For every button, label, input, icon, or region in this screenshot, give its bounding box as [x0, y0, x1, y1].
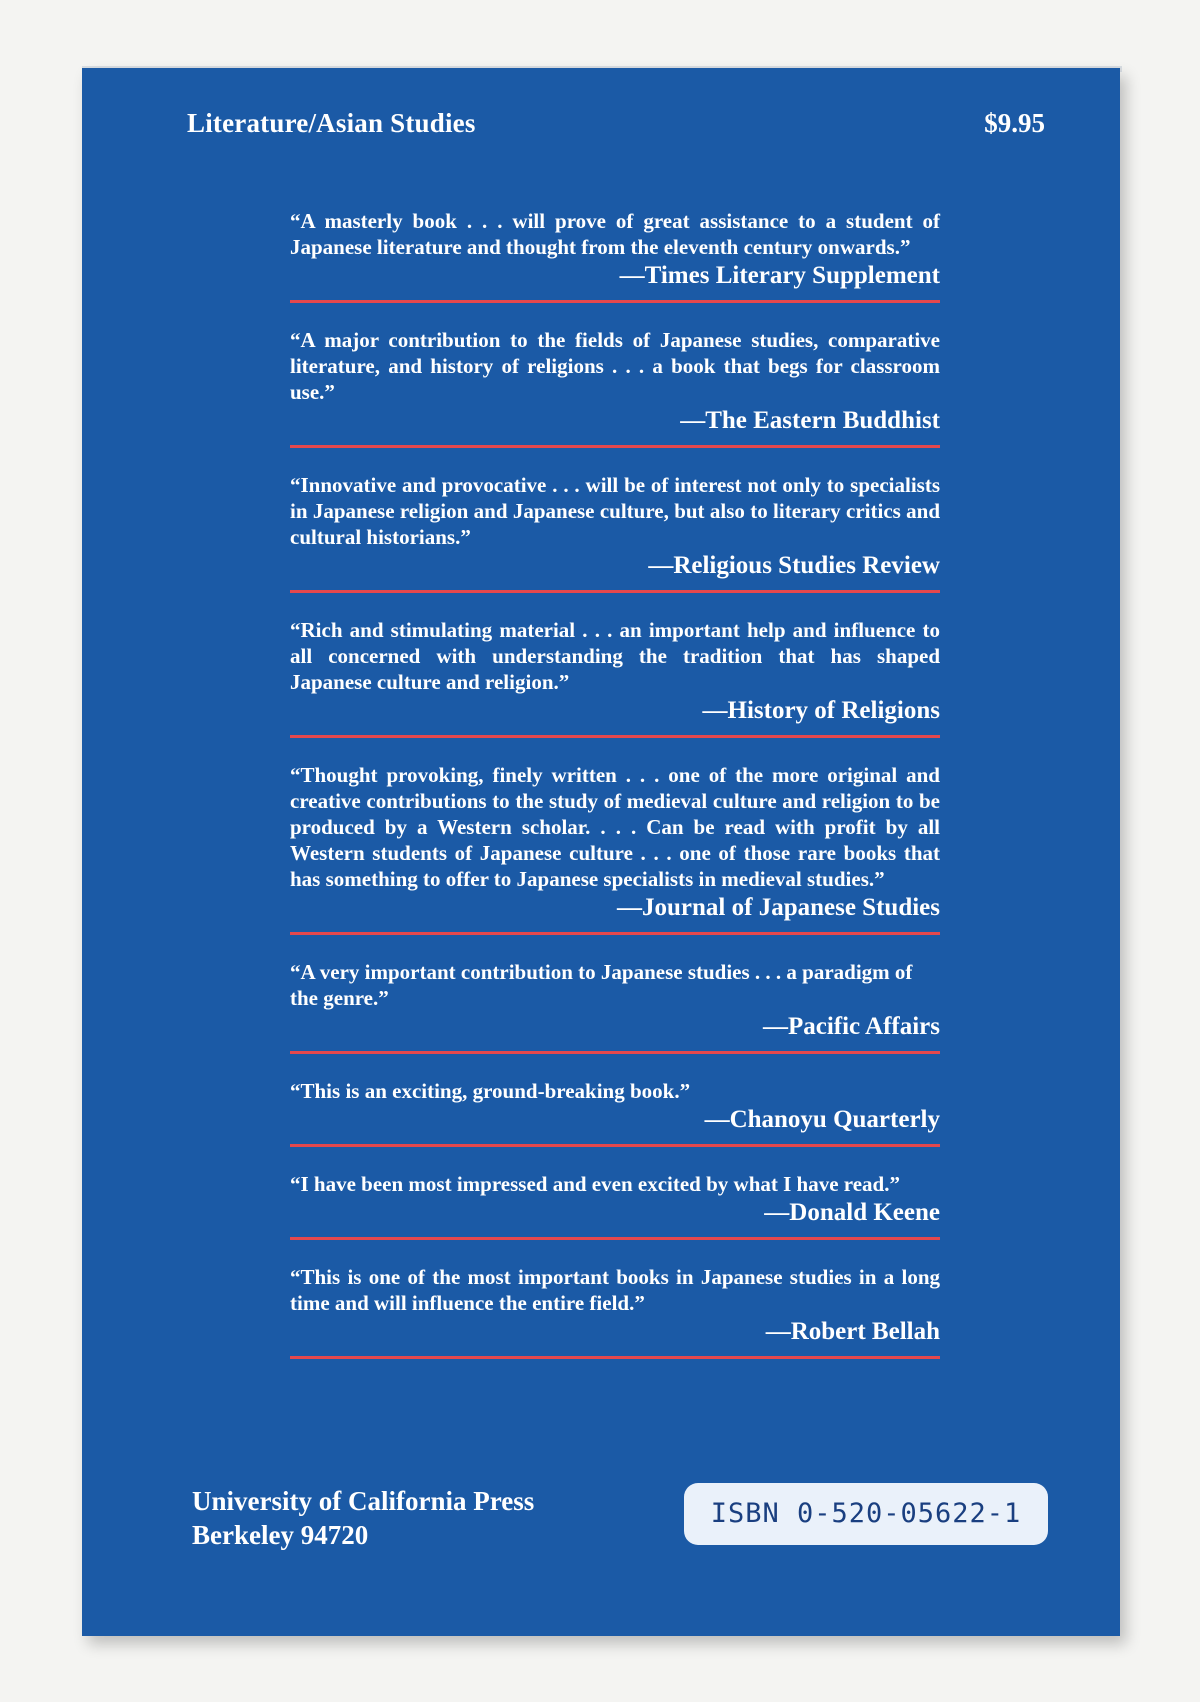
- review-item: [290, 959, 940, 1054]
- review-source: —Chanoyu Quarterly: [704, 1106, 940, 1133]
- publisher-address: Berkeley 94720: [192, 1520, 369, 1550]
- reviews-list: [290, 208, 940, 1383]
- review-item: [290, 327, 940, 448]
- review-item: [290, 1264, 940, 1359]
- review-source: —Donald Keene: [764, 1199, 940, 1226]
- publisher-name: University of California Press: [192, 1486, 535, 1516]
- review-item: [290, 1078, 940, 1147]
- review-source: —Times Literary Supplement: [619, 262, 940, 289]
- review-quote: “Innovative and provocative . . . will be of interest not only to specialists in Japanese religion and Japanese culture, but also to literary critics and cultural historians.”: [290, 473, 940, 549]
- review-quote: “A very important contribution to Japanese studies . . . a paradigm of the genre.”: [290, 960, 913, 1010]
- isbn-label: ISBN 0-520-05622-1: [684, 1483, 1048, 1545]
- review-item: [290, 1171, 940, 1240]
- review-item: [290, 472, 940, 593]
- review-source: —Pacific Affairs: [762, 1013, 940, 1040]
- review-quote: “This is one of the most important books in Japanese studies in a long time and will influence the entire field.”: [290, 1265, 940, 1315]
- book-back-cover: [82, 68, 1120, 1636]
- review-quote: “A major contribution to the fields of Japanese studies, comparative literature, and history of religions . . . a book that begs for classroom use.”: [290, 328, 940, 404]
- review-item: [290, 617, 940, 738]
- price-label: $9.95: [984, 108, 1045, 138]
- review-quote: “Thought provoking, finely written . . . one of the more original and creative contributions to the study of medieval culture and religion to be produced by a Western scholar. . . . Can be read with profit by all Western students of Japanese culture . . . one of those rare books that has something to offer to Japanese specialists in medieval studies.”: [290, 763, 940, 891]
- review-source: —Religious Studies Review: [648, 552, 940, 579]
- review-item: [290, 762, 940, 935]
- review-quote: “This is an exciting, ground-breaking book.”: [290, 1079, 691, 1103]
- review-source: —The Eastern Buddhist: [680, 407, 940, 434]
- review-quote: “A masterly book . . . will prove of great assistance to a student of Japanese literature and thought from the eleventh century onwards.”: [290, 209, 940, 259]
- review-quote: “Rich and stimulating material . . . an important help and influence to all concerned with understanding the tradition that has shaped Japanese culture and religion.”: [290, 618, 940, 694]
- category-label: Literature/Asian Studies: [187, 108, 476, 138]
- review-source: —Robert Bellah: [765, 1318, 940, 1345]
- review-source: —Journal of Japanese Studies: [617, 894, 940, 921]
- publisher-block: [192, 1484, 534, 1552]
- review-quote: “I have been most impressed and even excited by what I have read.”: [290, 1172, 900, 1196]
- review-item: [290, 208, 940, 303]
- review-source: —History of Religions: [702, 697, 940, 724]
